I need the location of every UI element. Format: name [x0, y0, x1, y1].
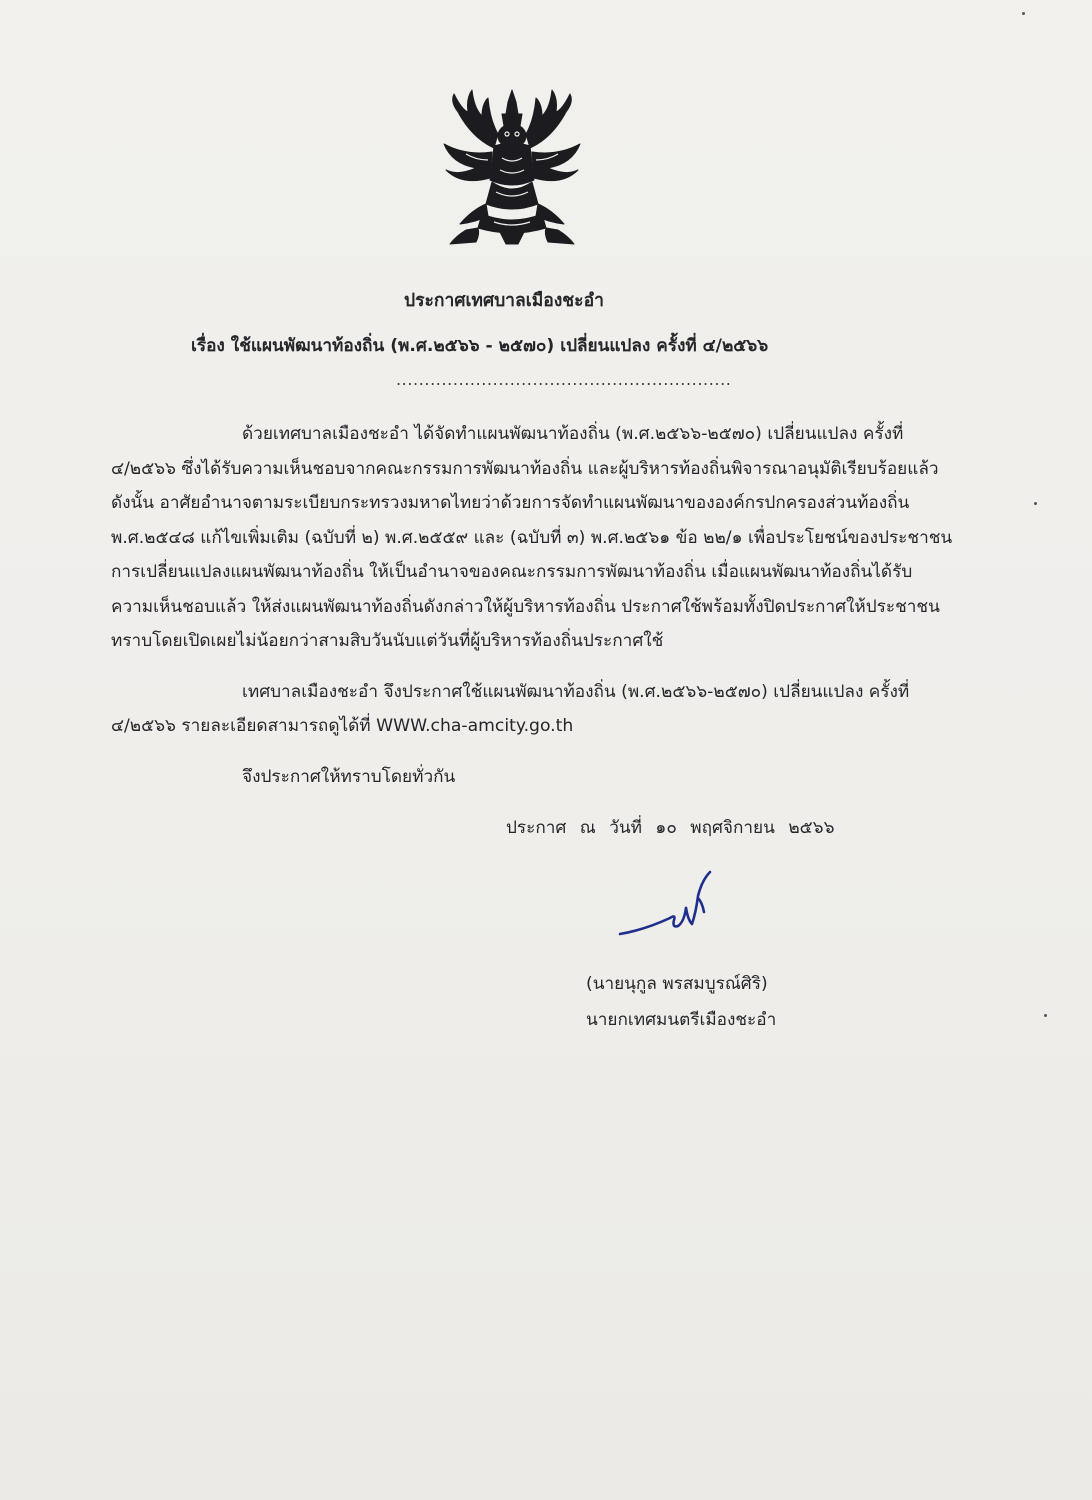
body-paragraph1-line6: ความเห็นชอบแล้ว ให้ส่งแผนพัฒนาท้องถิ่นดังกล่าวให้ผู้บริหารท้องถิ่น ประกาศใช้พร้อมทั้งปิดประกาศให้ประชาชน — [111, 597, 940, 617]
body-paragraph1-line2: ๔/๒๕๖๖ ซึ่งได้รับความเห็นชอบจากคณะกรรมการพัฒนาท้องถิ่น และผู้บริหารท้องถิ่นพิจารณาอนุมัติเรียบร้อยแล้ว — [111, 459, 939, 479]
body-paragraph1-line3: ดังนั้น อาศัยอำนาจตามระเบียบกระทรวงมหาดไทยว่าด้วยการจัดทำแผนพัฒนาขององค์กรปกครองส่วนท้องถิ่น — [111, 493, 910, 513]
body-paragraph1-line4: พ.ศ.๒๕๔๘ แก้ไขเพิ่มเติม (ฉบับที่ ๒) พ.ศ.๒๕๕๙ และ (ฉบับที่ ๓) พ.ศ.๒๕๖๑ ข้อ ๒๒/๑ เพื่อประโยชน์ของประชาชน — [111, 528, 953, 548]
closing-statement: จึงประกาศให้ทราบโดยทั่วกัน — [242, 767, 456, 787]
body-paragraph1-line1: ด้วยเทศบาลเมืองชะอำ ได้จัดทำแผนพัฒนาท้องถิ่น (พ.ศ.๒๕๖๖-๒๕๗๐) เปลี่ยนแปลง ครั้งที่ — [242, 424, 904, 444]
paper-speck — [1034, 502, 1037, 505]
announcement-title: ประกาศเทศบาลเมืองชะอำ — [404, 291, 604, 311]
announcement-date: ประกาศ ณ วันที่ ๑๐ พฤศจิกายน ๒๕๖๖ — [506, 818, 835, 838]
signer-title: นายกเทศมนตรีเมืองชะอำ — [586, 1010, 777, 1030]
body-paragraph2-line1: เทศบาลเมืองชะอำ จึงประกาศใช้แผนพัฒนาท้องถิ่น (พ.ศ.๒๕๖๖-๒๕๗๐) เปลี่ยนแปลง ครั้งที่ — [242, 682, 910, 702]
announcement-subject: เรื่อง ใช้แผนพัฒนาท้องถิ่น (พ.ศ.๒๕๖๖ - ๒๕๗๐) เปลี่ยนแปลง ครั้งที่ ๔/๒๕๖๖ — [191, 336, 769, 356]
signer-name: (นายนุกูล พรสมบูรณ์ศิริ) — [586, 974, 768, 994]
signature — [614, 868, 720, 940]
paper-speck — [1022, 12, 1025, 15]
body-paragraph1-line5: การเปลี่ยนแปลงแผนพัฒนาท้องถิ่น ให้เป็นอำนาจของคณะกรรมการพัฒนาท้องถิ่น เมื่อแผนพัฒนาท้องถิ่นได้รับ — [111, 562, 913, 582]
body-paragraph1-line7: ทราบโดยเปิดเผยไม่น้อยกว่าสามสิบวันนับแต่วันที่ผู้บริหารท้องถิ่นประกาศใช้ — [111, 631, 664, 651]
garuda-emblem — [436, 86, 588, 246]
title-separator: ........................................................... — [396, 370, 732, 389]
paper-speck — [1044, 1014, 1047, 1017]
body-paragraph2-line2: ๔/๒๕๖๖ รายละเอียดสามารถดูได้ที่ WWW.cha-amcity.go.th — [111, 716, 574, 736]
